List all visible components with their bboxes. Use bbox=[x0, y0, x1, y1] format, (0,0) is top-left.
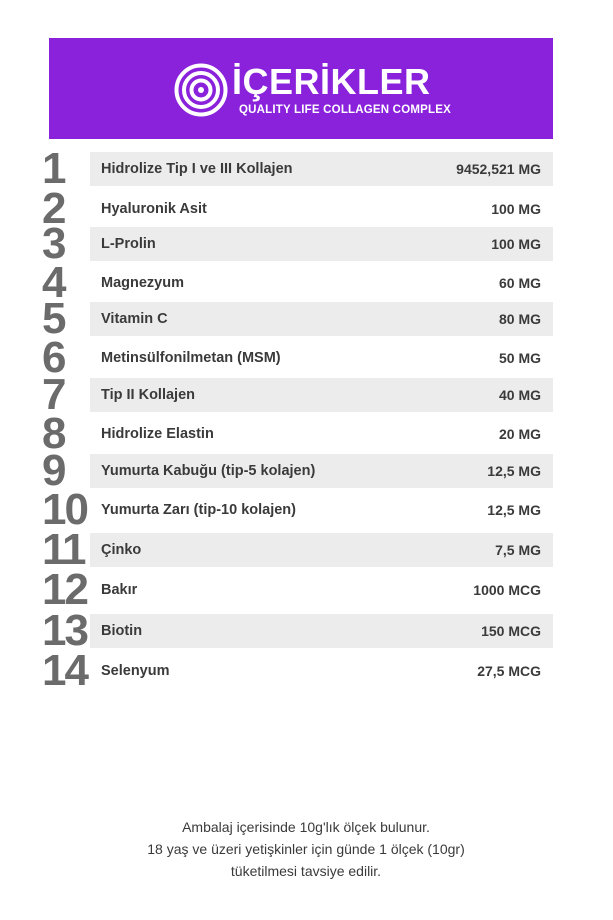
row-background bbox=[90, 227, 553, 261]
ingredient-name: Çinko bbox=[101, 542, 142, 558]
ingredient-row bbox=[0, 446, 613, 495]
ingredient-row bbox=[0, 370, 613, 419]
ingredient-row bbox=[0, 565, 613, 614]
ingredient-name: Biotin bbox=[101, 623, 143, 639]
ingredient-number: 9 bbox=[42, 446, 65, 495]
ingredient-name: L-Prolin bbox=[101, 236, 156, 252]
usage-note bbox=[56, 816, 556, 882]
ingredient-name: Selenyum bbox=[101, 663, 170, 679]
ingredient-amount: 1000 MCG bbox=[473, 582, 541, 598]
ingredient-amount: 40 MG bbox=[498, 387, 541, 403]
ingredient-name: Bakır bbox=[101, 582, 138, 598]
ingredient-row bbox=[0, 525, 613, 574]
ingredient-number: 4 bbox=[42, 258, 65, 307]
ingredient-name: Vitamin C bbox=[101, 311, 168, 327]
ingredient-amount: 80 MG bbox=[498, 311, 541, 327]
ingredient-number: 2 bbox=[42, 184, 65, 233]
ingredient-amount: 100 MG bbox=[491, 201, 541, 217]
ingredient-number: 11 bbox=[42, 525, 85, 574]
ingredient-number: 3 bbox=[42, 219, 65, 268]
ingredient-row bbox=[0, 333, 613, 382]
ingredient-number: 5 bbox=[42, 294, 65, 343]
ingredient-amount: 100 MG bbox=[491, 236, 541, 252]
ingredient-row bbox=[0, 606, 613, 655]
ingredient-row bbox=[0, 219, 613, 268]
ingredient-name: Magnezyum bbox=[101, 275, 184, 291]
ingredient-name: Yumurta Kabuğu (tip-5 kolajen) bbox=[101, 463, 316, 479]
usage-note-line-2: 18 yaş ve üzeri yetişkinler için günde 1 ölçek (10gr) bbox=[147, 841, 465, 857]
ingredient-row bbox=[0, 184, 613, 233]
ingredient-name: Yumurta Zarı (tip-10 kolajen) bbox=[101, 502, 296, 518]
ingredient-number: 7 bbox=[42, 370, 65, 419]
ingredient-row bbox=[0, 646, 613, 695]
ingredient-row bbox=[0, 258, 613, 307]
ingredient-number: 13 bbox=[42, 606, 87, 655]
ingredient-amount: 12,5 MG bbox=[487, 463, 541, 479]
ingredient-amount: 7,5 MG bbox=[495, 542, 541, 558]
ingredient-number: 6 bbox=[42, 333, 65, 382]
row-background bbox=[90, 533, 553, 567]
ingredient-number: 14 bbox=[42, 646, 87, 695]
ingredient-name: Tip II Kollajen bbox=[101, 387, 195, 403]
page-title: İÇERİKLER bbox=[232, 61, 431, 102]
ingredient-number: 10 bbox=[42, 485, 87, 534]
usage-note-line-3: tüketilmesi tavsiye edilir. bbox=[230, 863, 382, 879]
ingredient-amount: 9452,521 MG bbox=[456, 161, 541, 177]
ingredient-amount: 27,5 MCG bbox=[477, 663, 541, 679]
ingredient-row bbox=[0, 485, 613, 534]
ingredient-amount: 50 MG bbox=[498, 350, 541, 366]
ingredient-amount: 20 MG bbox=[498, 426, 541, 442]
product-subtitle: QUALITY LIFE COLLAGEN COMPLEX bbox=[239, 104, 451, 116]
ingredient-number: 8 bbox=[42, 409, 65, 458]
ingredient-amount: 12,5 MG bbox=[487, 502, 541, 518]
ingredient-name: Hidrolize Tip I ve III Kollajen bbox=[101, 161, 293, 177]
ingredient-row bbox=[0, 144, 613, 193]
usage-note-line-1: Ambalaj içerisinde 10g'lık ölçek bulunur. bbox=[182, 819, 430, 835]
ingredient-name: Hyaluronik Asit bbox=[101, 201, 207, 217]
ingredient-number: 1 bbox=[42, 144, 65, 193]
ingredient-row bbox=[0, 294, 613, 343]
ingredient-name: Metinsülfonilmetan (MSM) bbox=[101, 350, 281, 366]
ingredient-amount: 150 MCG bbox=[481, 623, 541, 639]
ingredient-name: Hidrolize Elastin bbox=[101, 426, 214, 442]
ingredient-number: 12 bbox=[42, 565, 87, 614]
ingredient-row bbox=[0, 409, 613, 458]
ingredient-amount: 60 MG bbox=[498, 275, 541, 291]
